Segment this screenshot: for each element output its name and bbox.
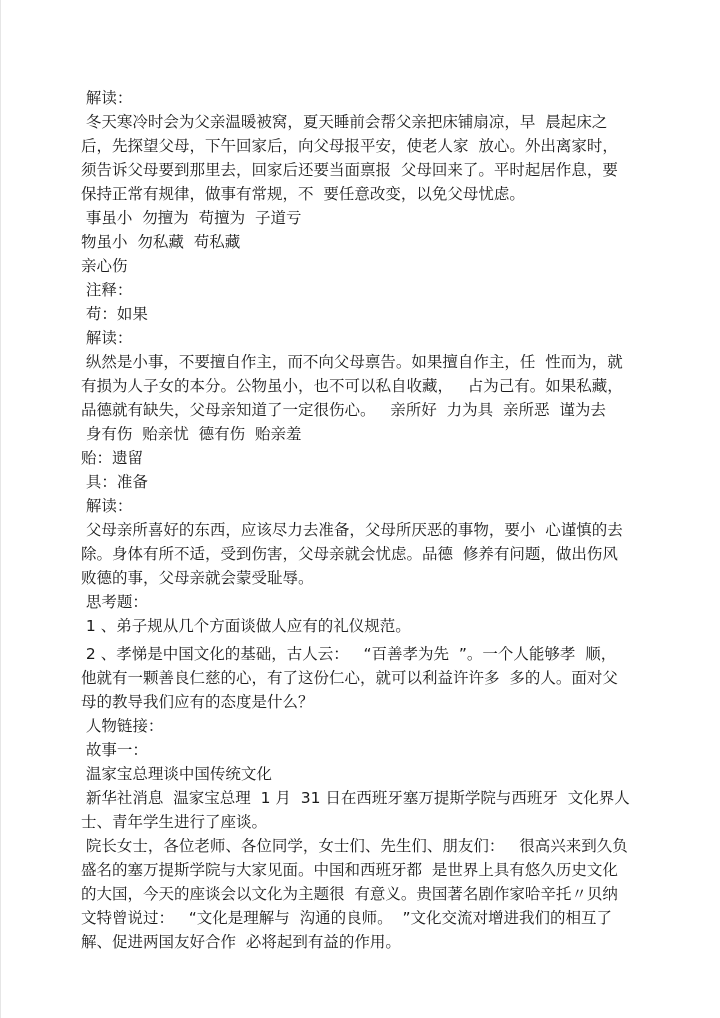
text-line: 士、青年学生进行了座谈。 (81, 813, 268, 831)
text-line: 盛名的塞万提斯学院与大家见面。中国和西班牙都 是世界上具有悠久历史文化 (81, 861, 618, 879)
text-line: 苟：如果 (81, 305, 148, 323)
text-line: 除。身体有所不适，受到伤害，父母亲就会忧虑。品德 修养有问题，做出伤风 (81, 545, 618, 563)
text-line: 具：准备 (81, 473, 148, 491)
text-line: 他就有一颗善良仁慈的心，有了这份仁心，就可以利益许许多 多的人。面对父 (81, 669, 618, 687)
text-line: 新华社消息 温家宝总理 1 月 31 日在西班牙塞万提斯学院与西班牙 文化界人 (81, 789, 630, 807)
text-line: 身有伤 贻亲忧 德有伤 贻亲羞 (81, 425, 302, 443)
text-line: 品德就有缺失，父母亲知道了一定很伤心。 亲所好 力为具 亲所恶 谨为去 (81, 401, 606, 419)
text-line: 院长女士，各位老师、各位同学，女士们、先生们、朋友们： 很高兴来到久负 (81, 837, 628, 855)
text-line: 解、促进两国友好合作 必将起到有益的作用。 (81, 933, 401, 951)
text-line: 事虽小 勿擅为 苟擅为 子道亏 (81, 209, 302, 227)
text-line: 解读： (81, 89, 133, 107)
text-line: 的大国，今天的座谈会以文化为主题很 有意义。贵国著名剧作家哈辛托〃贝纳 (81, 885, 618, 903)
text-line: 有损为人子女的本分。公物虽小，也不可以私自收藏， 占为己有。如果私藏， (81, 377, 623, 395)
text-line: 父母亲所喜好的东西，应该尽力去准备，父母所厌恶的事物，要小 心谨慎的去 (81, 521, 623, 539)
text-line: 解读： (81, 497, 133, 515)
text-line: 须告诉父母要到那里去，回家后还要当面禀报 父母回来了。平时起居作息，要 (81, 161, 618, 179)
text-line: 纵然是小事，不要擅自作主，而不向父母禀告。如果擅自作主，任 性而为，就 (81, 353, 623, 371)
text-line: 保持正常有规律，做事有常规，不 要任意改变，以免父母忧虑。 (81, 185, 525, 203)
text-line: 贻：遗留 (81, 449, 144, 467)
text-line: 1 、弟子规从几个方面谈做人应有的礼仪规范。 (81, 617, 411, 635)
text-line: 后，先探望父母，下午回家后，向父母报平安，使老人家 放心。外出离家时， (81, 137, 618, 155)
text-line: 解读： (81, 329, 133, 347)
text-line: 2 、孝悌是中国文化的基础，古人云： “百善孝为先 ”。一个人能够孝 顺， (81, 645, 617, 663)
text-line: 文特曾说过： “文化是理解与 沟通的良师。 ”文化交流对增进我们的相互了 (81, 909, 613, 927)
text-line: 思考题： (81, 593, 148, 611)
text-line: 人物链接： (81, 717, 164, 735)
document-body (81, 86, 641, 954)
text-line: 败德的事，父母亲就会蒙受耻辱。 (81, 569, 314, 587)
text-line: 物虽小 勿私藏 苟私藏 (81, 233, 241, 251)
text-line: 故事一： (81, 741, 148, 759)
text-line: 母的教导我们应有的态度是什么？ (81, 693, 314, 711)
text-line: 亲心伤 (81, 257, 128, 275)
text-line: 注释： (81, 281, 133, 299)
text-line: 冬天寒冷时会为父亲温暖被窝，夏天睡前会帮父亲把床铺扇凉，早 晨起床之 (81, 113, 608, 131)
text-line: 温家宝总理谈中国传统文化 (81, 765, 272, 783)
